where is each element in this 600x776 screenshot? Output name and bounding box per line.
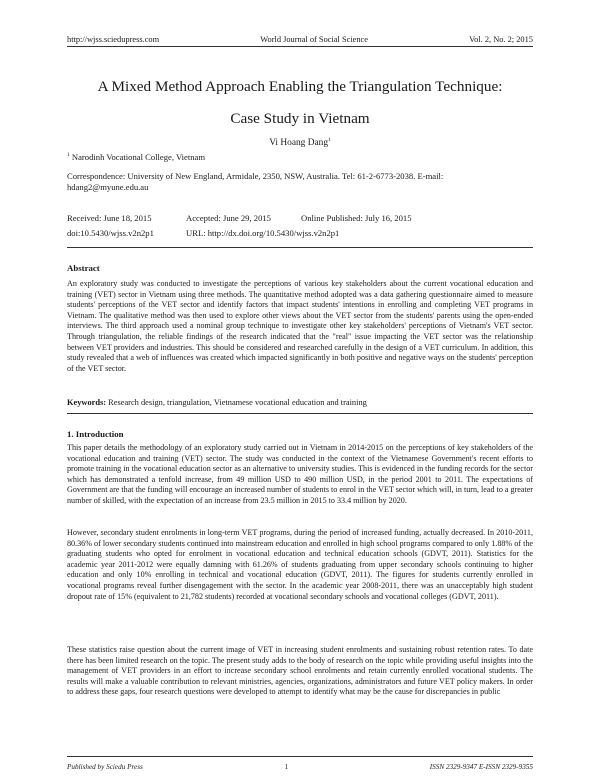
running-footer: [67, 763, 533, 771]
keywords-label: Keywords:: [67, 398, 107, 407]
introduction-paragraph-2: However, secondary student enrolments in long-term VET programs, during the period of increased funding, actually decreased. In 2010-2011, 80.36% of lower secondary students continued into mainstream education and enrolled in high school programs compared to only 1.88% of the graduating students who opted for enrolment in vocational education and technical education schools (GDVT, 2011). Statistics for the academic year 2011-2012 were equally damning with 61.26% of students graduating from upper secondary schools continuing to higher education and only 10% enrolling in technical and vocational education (GDVT, 2011). The figures for students currently enrolled in vocational programs reveal further disengagement with the sector. In the academic year 2008-2011, there was an unacceptably high student dropout rate of 15% (equivalent to 21,782 students) recorded at vocational secondary schools and vocational colleges (GDVT, 2011).: [67, 528, 533, 601]
author: [67, 138, 533, 148]
correspondence-email[interactable]: hdang2@myune.edu.au: [67, 182, 149, 192]
header-rule: [67, 46, 533, 47]
introduction-heading: 1. Introduction: [67, 429, 124, 439]
running-header: [67, 30, 533, 44]
footer-rule: [67, 756, 533, 757]
keywords: [67, 397, 367, 408]
published-date: Online Published: July 16, 2015: [301, 213, 412, 223]
paper-title-line-1: A Mixed Method Approach Enabling the Triangulation Technique:: [97, 78, 503, 95]
introduction-paragraph-1: This paper details the methodology of an exploratory study carried out in Vietnam in 2014-2015 on the perceptions of key stakeholders of the vocational education and training (VET) sector. The study was conducted in the context of the Vietnamese Government's recent efforts to promote training in the vocational education sector as an alternative to university studies. This is evidenced in the funding records for the sector which has demonstrated a tenfold increase, from 49 million USD to 490 million USD, in the period 2001 to 2011. The expectations of Government are that the funding will encourage an increased number of students to enrol in the VET sector which will, in turn, lead to a greater number of skilled, with the expectation of an increase from 23.5 million in 2015 to 33.4 million by 2020.: [67, 443, 533, 505]
doi: doi:10.5430/wjss.v2n2p1: [67, 228, 154, 238]
page-number: 1: [284, 763, 289, 771]
affiliation: [67, 152, 205, 163]
journal-name: World Journal of Social Science: [260, 35, 368, 44]
affiliation-superscript: 1: [67, 152, 70, 159]
journal-url[interactable]: http://wjss.sciedupress.com: [67, 35, 160, 44]
author-name: Vi Hoang Dang: [269, 138, 329, 148]
affiliation-text: Narodinh Vocational College, Vietnam: [71, 152, 206, 162]
publisher: Published by Sciedu Press: [67, 763, 143, 771]
journal-issue: Vol. 2, No. 2; 2015: [469, 35, 533, 44]
keywords-text: Research design, triangulation, Vietnamese vocational education and training: [108, 398, 367, 407]
rule-above-abstract: [67, 247, 533, 248]
correspondence-line-1: Correspondence: University of New England, Armidale, 2350, NSW, Australia. Tel: 61-2-6773-2038. E-mail:: [67, 171, 444, 181]
doi-url[interactable]: URL: http://dx.doi.org/10.5430/wjss.v2n2p1: [186, 228, 340, 238]
received-date: Received: June 18, 2015: [67, 213, 152, 223]
accepted-date: Accepted: June 29, 2015: [186, 213, 271, 223]
rule-below-keywords: [67, 413, 533, 414]
abstract-heading: Abstract: [67, 263, 100, 273]
introduction-paragraph-3: These statistics raise question about the current image of VET in increasing student enrolments and sustaining robust retention rates. To date there has been limited research on the topic. The present study adds to the body of research on the topic while providing useful insights into the management of VET providers in an effort to increase secondary school enrolments and retain currently enrolled vocational students. The results will make a valuable contribution to relevant ministries, agencies, organizations, administrators and future VET policy makers. In order to address these gaps, four research questions were developed to attempt to identify what may be the cause for discrepancies in public: [67, 645, 533, 697]
correspondence: [67, 171, 533, 182]
issn: ISSN 2329-9347 E-ISSN 2329-9355: [429, 763, 533, 771]
abstract-text: An exploratory study was conducted to investigate the perceptions of various key stakeholders about the current vocational education and training (VET) sector in Vietnam using three methods. The quantitative method adopted was a data gathering questionnaire aimed to measure students' perceptions of the VET sector and identify factors that impact students' intentions in enrolling and completing VET programs in Vietnam. The qualitative method was then used to explore other views about the VET sector from the students' parents using the open-ended interviews. The third approach used a nominal group technique to investigate other key stakeholders' perceptions of Vietnam's VET sector. Through triangulation, the reliable findings of the research indicated that the "real" issue impacting the VET sector was the relationship between VET providers and industries. This should be considered and researched carefully in the design of a VET curriculum. In addition, this study revealed that a web of influences was created which impacted significantly in both positive and negative ways on the students' perception of the VET sector.: [67, 279, 533, 373]
author-superscript: 1: [328, 136, 331, 143]
paper-title-line-2: Case Study in Vietnam: [230, 110, 370, 127]
